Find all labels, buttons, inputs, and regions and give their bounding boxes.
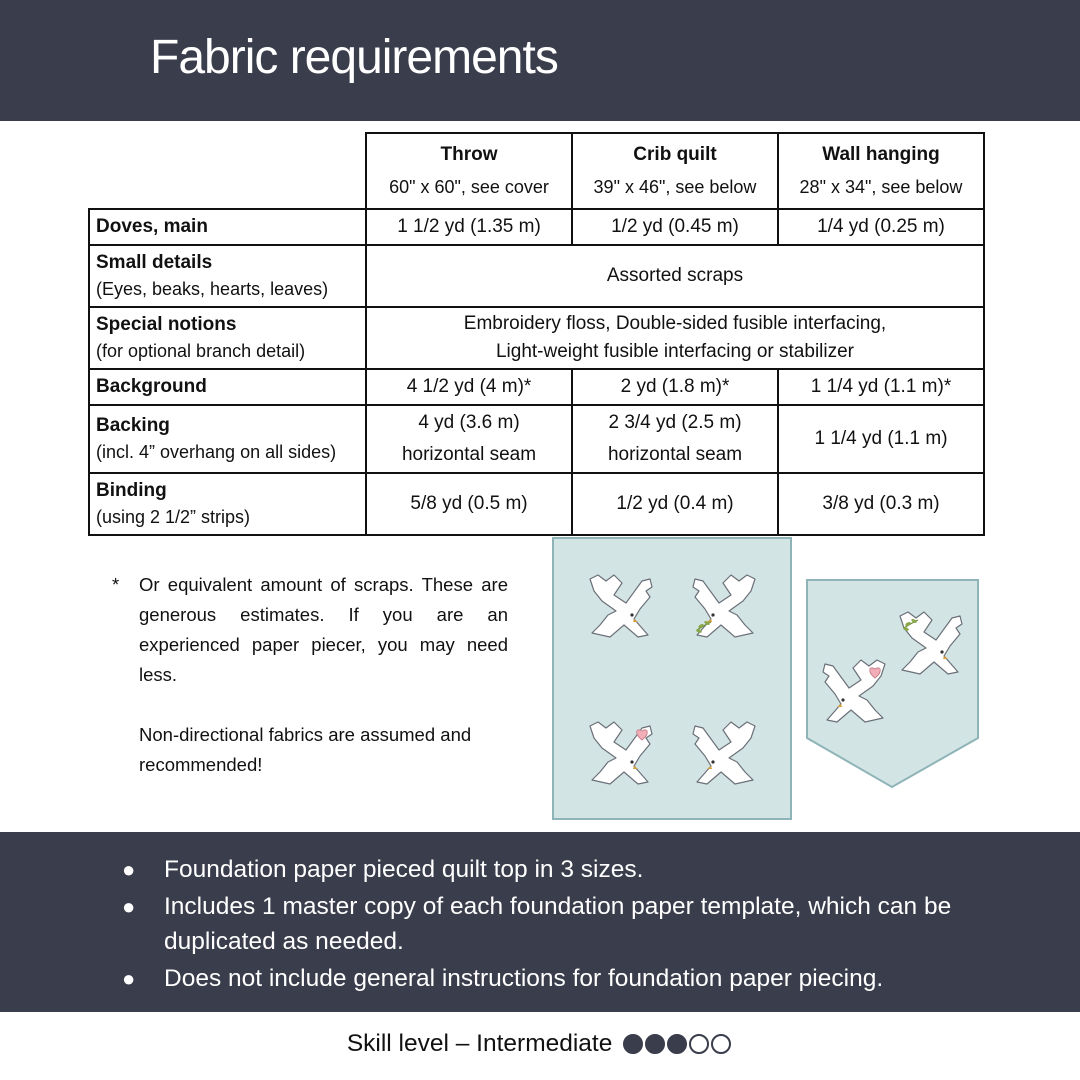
table-row	[89, 405, 984, 473]
notions-line-1: Embroidery floss, Double-sided fusible interfacing,	[463, 313, 887, 334]
filled-dot-icon	[667, 1034, 687, 1054]
column-name: Crib quilt	[633, 144, 717, 165]
table-corner	[89, 133, 366, 209]
cell-value: 4 yd (3.6 m)	[418, 412, 520, 433]
row-label	[89, 245, 366, 307]
footnote-text: Or equivalent amount of scraps. These are generous estimates. If you are an experienced paper piecer, you may need less.	[139, 574, 508, 685]
list-item-text: Includes 1 master copy of each foundation paper template, which can be duplicated as needed.	[164, 893, 952, 955]
table-row	[89, 473, 984, 535]
list-item	[120, 961, 960, 996]
table-row	[89, 369, 984, 405]
empty-dot-icon	[689, 1034, 709, 1054]
column-size: 39" x 46", see below	[593, 177, 757, 197]
cell-note: horizontal seam	[607, 444, 743, 465]
row-label-text: Special notions	[96, 314, 237, 335]
row-sublabel: (for optional branch detail)	[96, 341, 306, 361]
filled-dot-icon	[645, 1034, 665, 1054]
column-size: 28" x 34", see below	[799, 177, 963, 197]
row-label-text: Doves, main	[96, 216, 208, 237]
feature-list	[120, 852, 960, 998]
skill-level-text: Skill level – Intermediate	[346, 1030, 613, 1057]
table-cell: 5/8 yd (0.5 m)	[366, 473, 572, 535]
row-label-text: Backing	[96, 415, 170, 436]
cell-value: 2 3/4 yd (2.5 m)	[608, 412, 742, 433]
bullet-icon: ●	[122, 894, 136, 919]
row-label-text: Background	[96, 376, 207, 397]
filled-dot-icon	[623, 1034, 643, 1054]
table-row	[89, 245, 984, 307]
quilt-illustration	[545, 530, 995, 825]
list-item-text: Does not include general instructions for foundation paper piecing.	[164, 965, 884, 992]
list-item	[120, 852, 960, 887]
page-title: Fabric requirements	[150, 31, 558, 84]
row-label	[89, 405, 366, 473]
row-label-text: Small details	[96, 252, 213, 273]
column-header-throw	[366, 133, 572, 209]
table-cell	[366, 405, 572, 473]
table-header-row	[89, 133, 984, 209]
column-size: 60" x 60", see cover	[389, 177, 549, 197]
fabric-requirements-table	[88, 132, 985, 536]
table-cell: 4 1/2 yd (4 m)*	[366, 369, 572, 405]
row-label	[89, 473, 366, 535]
cell-note: horizontal seam	[401, 444, 537, 465]
table-cell: 1 1/4 yd (1.1 m)	[778, 405, 984, 473]
header-bar	[0, 0, 1080, 121]
empty-dot-icon	[711, 1034, 731, 1054]
row-label	[89, 369, 366, 405]
footnote	[112, 570, 508, 780]
table-cell	[572, 405, 778, 473]
bullet-icon: ●	[122, 857, 136, 882]
table-cell: 1 1/2 yd (1.35 m)	[366, 209, 572, 245]
column-header-crib	[572, 133, 778, 209]
row-sublabel: (incl. 4” overhang on all sides)	[96, 442, 337, 462]
row-sublabel: (Eyes, beaks, hearts, leaves)	[96, 279, 329, 299]
table-cell: 3/8 yd (0.3 m)	[778, 473, 984, 535]
table-cell: 1/2 yd (0.45 m)	[572, 209, 778, 245]
features-band	[0, 832, 1080, 1012]
table-cell: 1/2 yd (0.4 m)	[572, 473, 778, 535]
table-row	[89, 209, 984, 245]
table-cell	[366, 307, 984, 369]
row-label	[89, 307, 366, 369]
column-name: Throw	[440, 144, 498, 165]
column-header-wall	[778, 133, 984, 209]
list-item-text: Foundation paper pieced quilt top in 3 sizes.	[164, 856, 644, 883]
column-name: Wall hanging	[822, 144, 940, 165]
row-sublabel: (using 2 1/2” strips)	[96, 507, 251, 527]
row-label	[89, 209, 366, 245]
table-cell: 1 1/4 yd (1.1 m)*	[778, 369, 984, 405]
table-cell: 2 yd (1.8 m)*	[572, 369, 778, 405]
footnote-marker: *	[112, 574, 120, 595]
footnote-text-2: Non-directional fabrics are assumed and recommended!	[139, 724, 472, 775]
bullet-icon: ●	[122, 966, 136, 991]
table-cell: 1/4 yd (0.25 m)	[778, 209, 984, 245]
skill-level	[0, 1030, 1080, 1061]
skill-rating	[623, 1033, 733, 1061]
table-cell: Assorted scraps	[366, 245, 984, 307]
crib-quilt-shape	[553, 538, 791, 819]
row-label-text: Binding	[96, 480, 167, 501]
list-item	[120, 889, 960, 959]
notions-line-2: Light-weight fusible interfacing or stabilizer	[495, 341, 854, 362]
table-row	[89, 307, 984, 369]
